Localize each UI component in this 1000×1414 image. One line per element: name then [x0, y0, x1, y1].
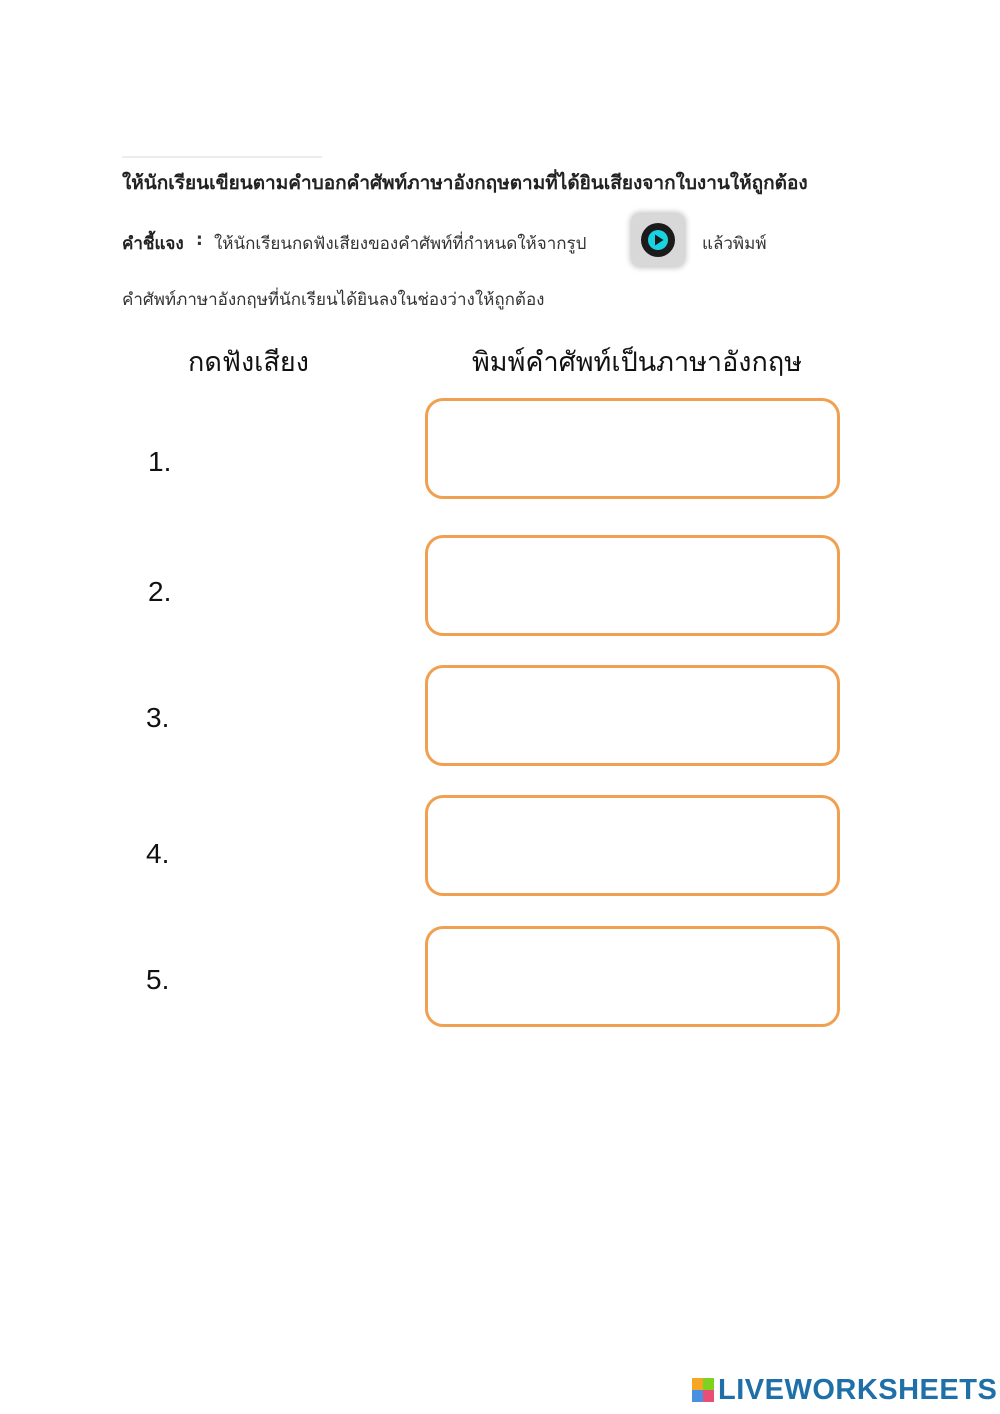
- answer-box-5: [425, 926, 840, 1027]
- row-number-5: 5.: [146, 964, 170, 995]
- column-header-type: พิมพ์คำศัพท์เป็นภาษาอังกฤษ: [472, 347, 802, 378]
- row-number-4: 4.: [146, 838, 170, 869]
- instruction-colon: :: [196, 230, 203, 250]
- play-icon: [641, 223, 675, 257]
- brand-name: LIVEWORKSHEETS: [718, 1373, 998, 1406]
- answer-input-1[interactable]: [428, 401, 837, 496]
- divider: [122, 156, 322, 158]
- answer-box-1: [425, 398, 840, 499]
- answer-box-2: [425, 535, 840, 636]
- row-number-2: 2.: [148, 576, 172, 607]
- instruction-text-line2: คำศัพท์ภาษาอังกฤษที่นักเรียนได้ยินลงในช่องว่างให้ถูกต้อง: [122, 290, 545, 310]
- answer-box-4: [425, 795, 840, 896]
- instruction-label: คำชี้แจง: [122, 234, 184, 254]
- liveworksheets-branding[interactable]: [692, 1375, 997, 1405]
- answer-box-3: [425, 665, 840, 766]
- worksheet-title: ให้นักเรียนเขียนตามคำบอกคำศัพท์ภาษาอังกฤษตามที่ได้ยินเสียงจากใบงานให้ถูกต้อง: [122, 172, 808, 194]
- instruction-text-continued: แล้วพิมพ์: [702, 234, 767, 254]
- row-number-1: 1.: [148, 446, 172, 477]
- row-number-3: 3.: [146, 702, 170, 733]
- column-header-listen: กดฟังเสียง: [188, 347, 309, 378]
- liveworksheets-logo-icon: [692, 1378, 714, 1402]
- instruction-text: ให้นักเรียนกดฟังเสียงของคำศัพท์ที่กำหนดให้จากรูป: [214, 234, 587, 254]
- answer-input-5[interactable]: [428, 929, 837, 1024]
- answer-input-2[interactable]: [428, 538, 837, 633]
- answer-input-4[interactable]: [428, 798, 837, 893]
- answer-input-3[interactable]: [428, 668, 837, 763]
- example-play-icon: [632, 214, 684, 266]
